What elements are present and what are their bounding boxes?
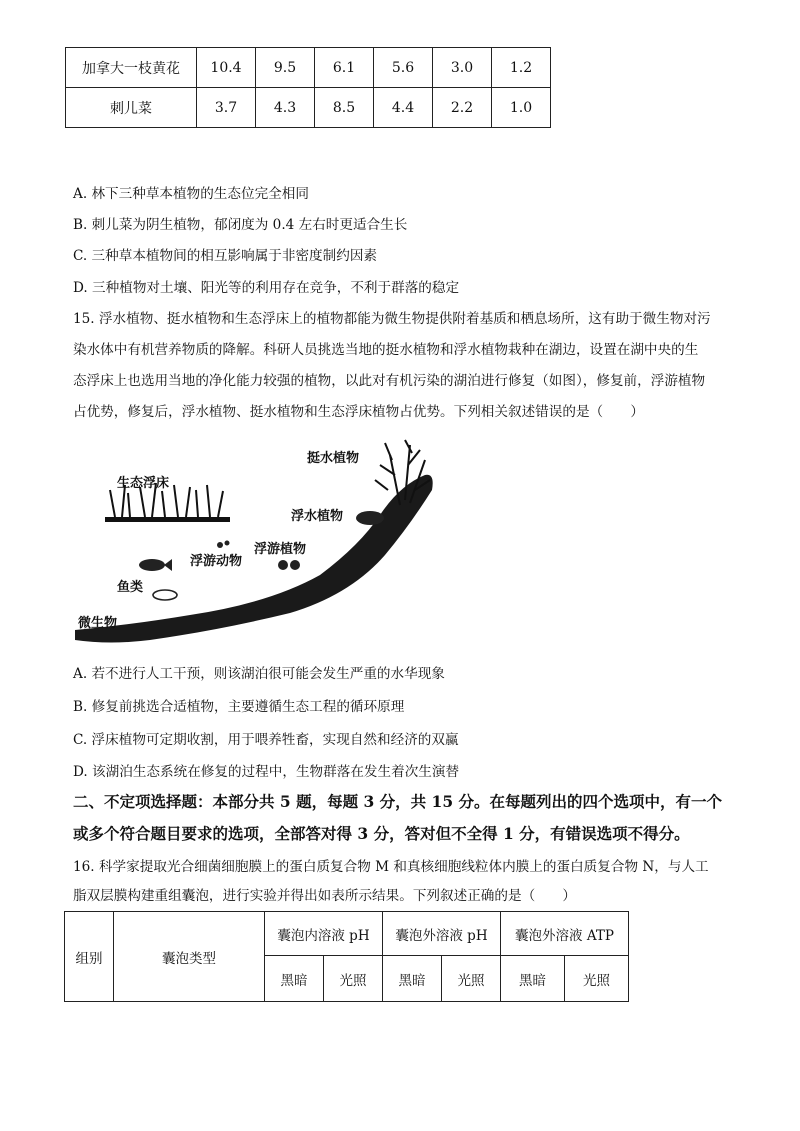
- table-header-cell: 光照: [565, 956, 629, 1002]
- q15-option-c: C. 浮床植物可定期收割，用于喂养牲畜，实现自然和经济的双赢: [73, 732, 459, 748]
- table-row: [66, 48, 551, 88]
- table-header-cell: 光照: [442, 956, 501, 1002]
- figure-label-phytoplankton: 浮游植物: [254, 542, 307, 557]
- table-header-cell: 囊泡内溶液 pH: [265, 912, 383, 956]
- table-header-cell: 囊泡外溶液 pH: [383, 912, 501, 956]
- q16-stem-line: 脂双层膜构建重组囊泡，进行实验并得出如表所示结果。下列叙述正确的是（ ）: [73, 888, 576, 904]
- q15-option-d: D. 该湖泊生态系统在修复的过程中，生物群落在发生着次生演替: [73, 764, 460, 780]
- table-header-cell: 囊泡外溶液 ATP: [501, 912, 629, 956]
- table-header-cell: 黑暗: [501, 956, 565, 1002]
- table-cell: 3.7: [197, 88, 256, 128]
- table-header-cell: 组别: [65, 912, 114, 1002]
- table-cell: 8.5: [315, 88, 374, 128]
- table-row: [66, 88, 551, 128]
- q15-stem-line: 15. 浮水植物、挺水植物和生态浮床上的植物都能为微生物提供附着基质和栖息场所，这有助于微生物对污: [73, 311, 711, 327]
- table-cell: 4.3: [256, 88, 315, 128]
- q15-stem-line: 占优势，修复后，浮水植物、挺水植物和生态浮床植物占优势。下列相关叙述错误的是（ ）: [73, 404, 644, 420]
- q15-stem-line: 染水体中有机营养物质的降解。科研人员挑选当地的挺水植物和浮水植物栽种在湖边，设置在湖中央的生: [73, 342, 699, 358]
- phytoplankton-icon: [290, 560, 300, 570]
- table-cell: 5.6: [374, 48, 433, 88]
- table-cell: 6.1: [315, 48, 374, 88]
- table-cell: 1.2: [492, 48, 551, 88]
- table-cell: 4.4: [374, 88, 433, 128]
- data-table-top: [65, 47, 551, 128]
- table-row: [65, 912, 629, 956]
- q15-stem-line: 态浮床上也选用当地的净化能力较强的植物，以此对有机污染的湖泊进行修复（如图），修复前，浮游植物: [73, 373, 706, 389]
- q15-option-a: A. 若不进行人工干预，则该湖泊很可能会发生严重的水华现象: [73, 666, 445, 682]
- q14-option-d: D. 三种植物对土壤、阳光等的利用存在竞争，不利于群落的稳定: [73, 280, 460, 296]
- table-cell: 3.0: [433, 48, 492, 88]
- floating-plant-icon: [356, 511, 384, 525]
- figure-label-floating-bed: 生态浮床: [117, 476, 170, 491]
- table-header-cell: 黑暗: [265, 956, 324, 1002]
- q16-stem-line: 16. 科学家提取光合细菌细胞膜上的蛋白质复合物 M 和真核细胞线粒体内膜上的蛋白质复合物 N，与人工: [73, 859, 709, 875]
- q14-option-c: C. 三种草本植物间的相互影响属于非密度制约因素: [73, 248, 378, 264]
- table-cell: 刺儿菜: [66, 88, 197, 128]
- figure-label-fish: 鱼类: [117, 580, 144, 595]
- table-cell: 加拿大一枝黄花: [66, 48, 197, 88]
- floating-bed-icon: [105, 517, 230, 522]
- table-cell: 2.2: [433, 88, 492, 128]
- fish-tail: [164, 559, 172, 571]
- figure-label-zooplankton: 浮游动物: [190, 554, 243, 569]
- q14-option-a: A. 林下三种草本植物的生态位完全相同: [73, 186, 309, 202]
- q16-table: [64, 911, 629, 1002]
- figure-label-floating-plant: 浮水植物: [291, 509, 344, 524]
- zooplankton-icon: [225, 541, 230, 546]
- figure-label-microbe: 微生物: [78, 616, 118, 631]
- table-header-cell: 光照: [324, 956, 383, 1002]
- figure-label-emergent: 挺水植物: [307, 451, 360, 466]
- fish-icon: [139, 559, 165, 571]
- table-header-cell: 囊泡类型: [114, 912, 265, 1002]
- table-cell: 1.0: [492, 88, 551, 128]
- q15-option-b: B. 修复前挑选合适植物，主要遵循生态工程的循环原理: [73, 699, 405, 715]
- table-header-cell: 黑暗: [383, 956, 442, 1002]
- fish-icon: [153, 590, 177, 600]
- table-cell: 9.5: [256, 48, 315, 88]
- zooplankton-icon: [217, 542, 223, 548]
- section-heading: 二、不定项选择题：本部分共 5 题，每题 3 分，共 15 分。在每题列出的四个选项中，有一个: [73, 792, 723, 811]
- phytoplankton-icon: [278, 560, 288, 570]
- table-cell: 10.4: [197, 48, 256, 88]
- section-heading: 或多个符合题目要求的选项，全部答对得 3 分，答对但不全得 1 分，有错误选项不得分。: [73, 824, 690, 843]
- q14-option-b: B. 刺儿菜为阴生植物，郁闭度为 0.4 左右时更适合生长: [73, 217, 408, 233]
